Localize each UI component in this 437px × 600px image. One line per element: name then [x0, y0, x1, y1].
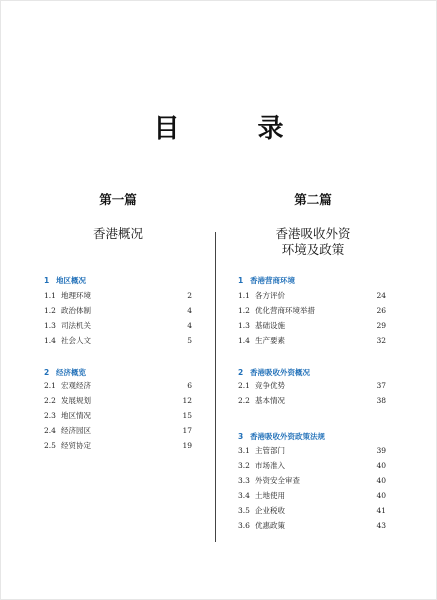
- entry-text: 地区情况: [61, 411, 91, 420]
- part-two-title-line: 香港吸收外资: [275, 226, 351, 241]
- entry-number: 1.1: [238, 291, 250, 300]
- part-two-title-line: 环境及政策: [281, 242, 345, 257]
- entry-page: 32: [376, 336, 386, 345]
- entry-text: 主管部门: [255, 446, 285, 455]
- page-title: 目 录: [153, 114, 310, 144]
- part-two-title: [238, 226, 388, 258]
- section-title: 香港吸收外资概况: [250, 368, 310, 377]
- entry-text: 外资安全审查: [255, 476, 300, 485]
- toc-entry[interactable]: [44, 288, 192, 303]
- entry-page: 40: [376, 476, 386, 485]
- toc-entry[interactable]: [238, 318, 386, 333]
- entry-number: 1.4: [238, 336, 250, 345]
- toc-entry[interactable]: [44, 318, 192, 333]
- entry-number: 3.5: [238, 506, 250, 515]
- section-heading[interactable]: [238, 431, 325, 442]
- entry-text: 优化营商环境举措: [255, 306, 315, 315]
- entry-text: 基础设施: [255, 321, 285, 330]
- entry-page: 37: [376, 381, 386, 390]
- entry-text: 政治体制: [61, 306, 91, 315]
- section-number: 2: [44, 368, 50, 377]
- entry-number: 2.5: [44, 441, 56, 450]
- entry-page: 4: [187, 306, 192, 315]
- entry-number: 1.4: [44, 336, 56, 345]
- toc-entry[interactable]: [238, 333, 386, 348]
- section-title: 经济概览: [56, 368, 86, 377]
- entry-number: 2.1: [238, 381, 250, 390]
- entry-page: 4: [187, 321, 192, 330]
- entry-page: 43: [376, 521, 386, 530]
- entry-page: 41: [376, 506, 386, 515]
- entry-text: 基本情况: [255, 396, 285, 405]
- right-column: [238, 190, 388, 258]
- entry-number: 1.3: [44, 321, 56, 330]
- toc-entry[interactable]: [238, 303, 386, 318]
- section-title: 香港营商环境: [250, 276, 295, 285]
- entry-number: 3.2: [238, 461, 250, 470]
- entry-page: 12: [182, 396, 192, 405]
- toc-list: [44, 288, 192, 348]
- toc-entry[interactable]: [238, 503, 386, 518]
- toc-entry[interactable]: [238, 488, 386, 503]
- part-one-title: [44, 226, 192, 242]
- left-column: [44, 190, 192, 242]
- entry-page: 38: [376, 396, 386, 405]
- toc-list: [238, 288, 386, 348]
- toc-entry[interactable]: [44, 378, 192, 393]
- toc-entry[interactable]: [238, 288, 386, 303]
- toc-entry[interactable]: [238, 458, 386, 473]
- entry-page: 5: [187, 336, 192, 345]
- entry-number: 2.2: [238, 396, 250, 405]
- section-title: 地区概况: [56, 276, 86, 285]
- toc-entry[interactable]: [44, 423, 192, 438]
- entry-page: 24: [376, 291, 386, 300]
- entry-page: 2: [187, 291, 192, 300]
- part-one-title-line: 香港概况: [92, 226, 143, 241]
- entry-text: 发展规划: [61, 396, 91, 405]
- entry-text: 社会人文: [61, 336, 91, 345]
- entry-page: 29: [376, 321, 386, 330]
- section-number: 2: [238, 368, 244, 377]
- entry-number: 1.2: [238, 306, 250, 315]
- entry-text: 竞争优势: [255, 381, 285, 390]
- entry-page: 6: [187, 381, 192, 390]
- entry-number: 2.2: [44, 396, 56, 405]
- entry-page: 39: [376, 446, 386, 455]
- entry-number: 2.1: [44, 381, 56, 390]
- entry-number: 1.3: [238, 321, 250, 330]
- toc-entry[interactable]: [238, 473, 386, 488]
- toc-entry[interactable]: [238, 518, 386, 533]
- section-heading[interactable]: [44, 275, 86, 286]
- toc-entry[interactable]: [238, 393, 386, 408]
- section-number: 1: [238, 276, 244, 285]
- toc-entry[interactable]: [44, 393, 192, 408]
- entry-page: 15: [182, 411, 192, 420]
- toc-list: [238, 443, 386, 533]
- entry-page: 40: [376, 491, 386, 500]
- entry-text: 市场准入: [255, 461, 285, 470]
- entry-text: 各方评价: [255, 291, 285, 300]
- entry-text: 生产要素: [255, 336, 285, 345]
- entry-text: 地理环境: [61, 291, 91, 300]
- toc-entry[interactable]: [238, 378, 386, 393]
- section-title: 香港吸收外资政策法规: [250, 432, 325, 441]
- section-number: 3: [238, 432, 244, 441]
- section-heading[interactable]: [44, 367, 86, 378]
- entry-page: 26: [376, 306, 386, 315]
- part-two-label: 第二篇: [294, 192, 332, 207]
- toc-entry[interactable]: [44, 408, 192, 423]
- entry-number: 3.4: [238, 491, 250, 500]
- part-one-label: 第一篇: [99, 192, 137, 207]
- entry-number: 3.3: [238, 476, 250, 485]
- toc-entry[interactable]: [44, 333, 192, 348]
- entry-number: 3.6: [238, 521, 250, 530]
- section-number: 1: [44, 276, 50, 285]
- toc-entry[interactable]: [238, 443, 386, 458]
- entry-text: 司法机关: [61, 321, 91, 330]
- toc-list: [238, 378, 386, 408]
- entry-text: 土地使用: [255, 491, 285, 500]
- entry-text: 宏观经济: [61, 381, 91, 390]
- toc-entry[interactable]: [44, 303, 192, 318]
- entry-text: 企业税收: [255, 506, 285, 515]
- entry-text: 经贸协定: [61, 441, 91, 450]
- entry-number: 1.1: [44, 291, 56, 300]
- entry-page: 19: [182, 441, 192, 450]
- section-heading[interactable]: [238, 275, 295, 286]
- entry-number: 1.2: [44, 306, 56, 315]
- toc-list: [44, 378, 192, 453]
- toc-entry[interactable]: [44, 438, 192, 453]
- entry-text: 经济园区: [61, 426, 91, 435]
- section-heading[interactable]: [238, 367, 310, 378]
- entry-text: 优惠政策: [255, 521, 285, 530]
- entry-number: 2.3: [44, 411, 56, 420]
- column-divider: [215, 232, 216, 542]
- entry-number: 2.4: [44, 426, 56, 435]
- entry-page: 40: [376, 461, 386, 470]
- entry-page: 17: [182, 426, 192, 435]
- entry-number: 3.1: [238, 446, 250, 455]
